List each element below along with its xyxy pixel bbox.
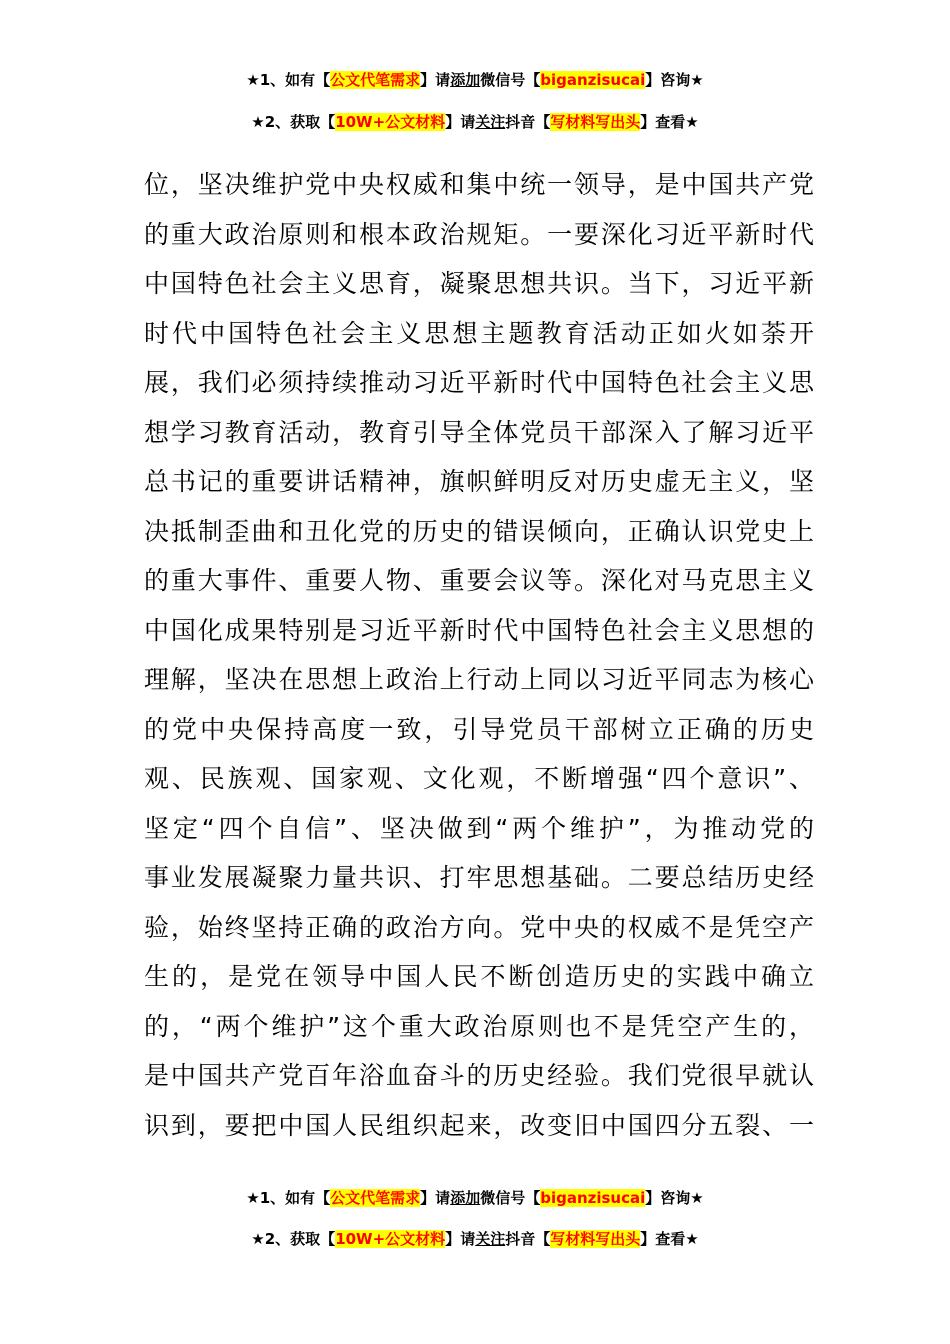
banner-highlight-materials: 10W+公文材料 [335,113,446,131]
body-line: 的党中央保持高度一致，引导党员干部树立正确的历史 [144,714,814,744]
banner-underlined-word: 关注 [475,113,506,131]
banner-prefix: ★2、获取【 [251,1230,336,1248]
banner-highlight-wechat-id: biganzisucai [540,1189,646,1207]
banner-highlight-douyin-account: 写材料写出头 [550,113,641,131]
banner-text: 】请 [445,1230,476,1248]
banner-prefix: ★1、如有【 [246,1189,331,1207]
body-line: 展，我们必须持续推动习近平新时代中国特色社会主义思 [144,368,814,397]
body-line: 中国化成果特别是习近平新时代中国特色社会主义思想的 [144,615,814,645]
body-line: 的重大政治原则和根本政治规矩。一要深化习近平新时代 [144,219,814,249]
body-line: 的重大事件、重要人物、重要会议等。深化对马克思主义 [144,566,814,595]
banner-underlined-word: 关注 [475,1230,506,1248]
banner-highlight-materials: 10W+公文材料 [335,1230,446,1248]
body-line: 想学习教育活动，教育引导全体党员干部深入了解习近平 [144,417,814,447]
banner-suffix: 】咨询★ [645,71,704,89]
body-line: 的，“两个维护”这个重大政治原则也不是凭空产生的， [144,1011,814,1041]
body-line: 位，坚决维护党中央权威和集中统一领导，是中国共产党 [144,170,814,199]
banner-prefix: ★2、获取【 [251,113,336,131]
body-line: 理解，坚决在思想上政治上行动上同以习近平同志为核心 [144,665,814,694]
body-line: 时代中国特色社会主义思想主题教育活动正如火如荼开 [144,318,814,348]
body-line: 识到，要把中国人民组织起来，改变旧中国四分五裂、一 [144,1110,814,1140]
banner-underlined-word: 添加 [450,1189,481,1207]
banner-text: 微信号【 [480,71,541,89]
body-line: 总书记的重要讲话精神，旗帜鲜明反对历史虚无主义，坚 [144,467,814,496]
banner-highlight-douyin-account: 写材料写出头 [550,1230,641,1248]
document-body [144,160,814,1150]
body-line: 事业发展凝聚力量共识、打牢思想基础。二要总结历史经 [144,863,814,892]
banner-highlight-service: 公文代笔需求 [330,1189,421,1207]
banner-text: 抖音【 [505,1230,551,1248]
body-line: 中国特色社会主义思育，凝聚思想共识。当下，习近平新 [144,269,814,298]
footer-banner-line-2 [0,1228,950,1250]
banner-text: 】请 [420,1189,451,1207]
banner-text: 】请 [445,113,476,131]
body-line: 坚定“四个自信”、坚决做到“两个维护”，为推动党的 [144,813,814,843]
banner-suffix: 】查看★ [640,113,699,131]
header-banner-line-1 [0,69,950,91]
footer-banner-line-1 [0,1187,950,1209]
banner-highlight-wechat-id: biganzisucai [540,71,646,89]
banner-text: 】请 [420,71,451,89]
body-line: 验，始终坚持正确的政治方向。党中央的权威不是凭空产 [144,912,814,942]
header-banner-line-2 [0,111,950,133]
body-line: 决抵制歪曲和丑化党的历史的错误倾向，正确认识党史上 [144,516,814,546]
banner-underlined-word: 添加 [450,71,481,89]
banner-suffix: 】咨询★ [645,1189,704,1207]
body-line: 是中国共产党百年浴血奋斗的历史经验。我们党很早就认 [144,1061,814,1090]
banner-text: 微信号【 [480,1189,541,1207]
banner-text: 抖音【 [505,113,551,131]
body-line: 观、民族观、国家观、文化观，不断增强“四个意识”、 [144,764,814,793]
banner-prefix: ★1、如有【 [246,71,331,89]
banner-suffix: 】查看★ [640,1230,699,1248]
banner-highlight-service: 公文代笔需求 [330,71,421,89]
body-line: 生的，是党在领导中国人民不断创造历史的实践中确立 [144,962,814,991]
